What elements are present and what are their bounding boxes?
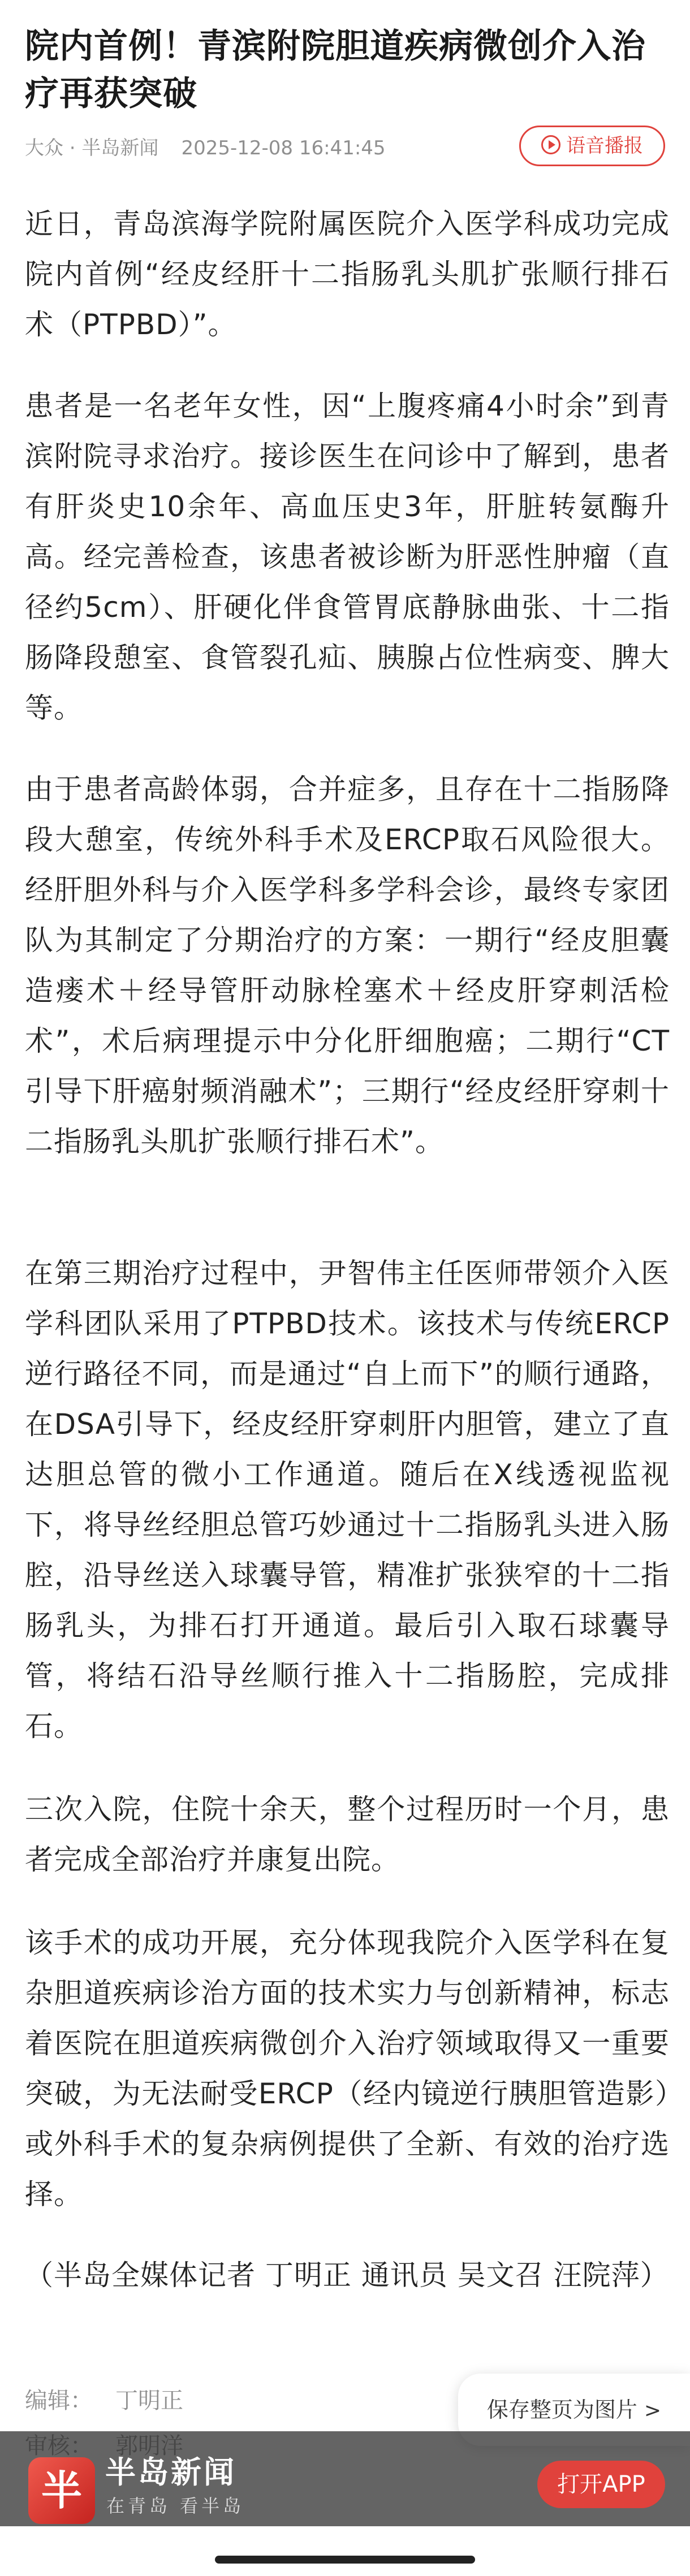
home-indicator-area (0, 2526, 690, 2576)
editor-line (25, 2384, 183, 2418)
paragraph-1: 近日，青岛滨海学院附属医院介入医学科成功完成院内首例“经皮经肝十二指肠乳头肌扩张顺行排石术（PTPBD）”。 (25, 208, 670, 341)
paragraph-3: 由于患者高龄体弱，合并症多，且存在十二指肠降段大憩室，传统外科手术及ERCP取石风险很大。经肝胆外科与介入医学科多学科会诊，最终专家团队为其制定了分期治疗的方案：一期行“经皮胆囊造瘘术＋经导管肝动脉栓塞术＋经皮肝穿刺活检术”，术后病理提示中分化肝细胞癌；二期行“CT引导下肝癌射频消融术”；三期行“经皮经肝穿刺十二指肠乳头肌扩张顺行排石术”。 (25, 773, 670, 1158)
paragraph-2: 患者是一名老年女性，因“上腹疼痛4小时余”到青滨附院寻求治疗。接诊医生在问诊中了解到，患者有肝炎史10余年、高血压史3年，肝脏转氨酶升高。经完善检查，该患者被诊断为肝恶性肿瘤（直径约5cm）、肝硬化伴食管胃底静脉曲张、十二指肠降段憩室、食管裂孔疝、胰腺占位性病变、脾大等。 (25, 390, 670, 724)
article-meta (25, 131, 386, 165)
paragraph-5: 三次入院，住院十余天，整个过程历时一个月，患者完成全部治疗并康复出院。 (25, 1793, 670, 1876)
brand-name: 半岛新闻 (105, 2454, 236, 2490)
brand-slogan: 在青岛 看半岛 (106, 2495, 245, 2517)
save-page-label: 保存整页为图片 (486, 2397, 637, 2422)
home-indicator[interactable] (215, 2556, 475, 2564)
voice-broadcast-button[interactable] (519, 126, 665, 166)
editor-label: 编辑： (25, 2388, 93, 2414)
paragraph-6: 该手术的成功开展，充分体现我院介入医学科在复杂胆道疾病诊治方面的技术实力与创新精神，标志着医院在胆道疾病微创介入治疗领域取得又一重要突破，为无法耐受ERCP（经内镜逆行胰胆管造影）或外科手术的复杂病例提供了全新、有效的治疗选择。 (25, 1926, 670, 2211)
article-source: 大众 · 半岛新闻 (25, 137, 159, 159)
chevron-right-icon: > (644, 2399, 662, 2422)
editor-name: 丁明正 (115, 2388, 183, 2414)
open-app-button[interactable]: 打开APP (537, 2461, 665, 2508)
paragraph-4: 在第三期治疗过程中，尹智伟主任医师带领介入医学科团队采用了PTPBD技术。该技术与传统ERCP逆行路径不同，而是通过“自上而下”的顺行通路，在DSA引导下，经皮经肝穿刺肝内胆管，建立了直达胆总管的微小工作通道。随后在X线透视监视下，将导丝经胆总管巧妙通过十二指肠乳头进入肠腔，沿导丝送入球囊导管，精准扩张狭窄的十二指肠乳头，为排石打开通道。最后引入取石球囊导管，将结石沿导丝顺行推入十二指肠腔，完成排石。 (25, 1257, 670, 1743)
voice-broadcast-label: 语音播报 (566, 135, 643, 157)
play-icon (541, 135, 560, 154)
app-logo: 半 (28, 2457, 95, 2524)
reporter-credit: （半岛全媒体记者 丁明正 通讯员 吴文召 汪院萍） (25, 2259, 669, 2292)
article-title: 院内首例！青滨附院胆道疾病微创介入治疗再获突破 (25, 27, 646, 114)
article-datetime: 2025-12-08 16:41:45 (181, 137, 386, 159)
app-download-bar (0, 2431, 690, 2526)
